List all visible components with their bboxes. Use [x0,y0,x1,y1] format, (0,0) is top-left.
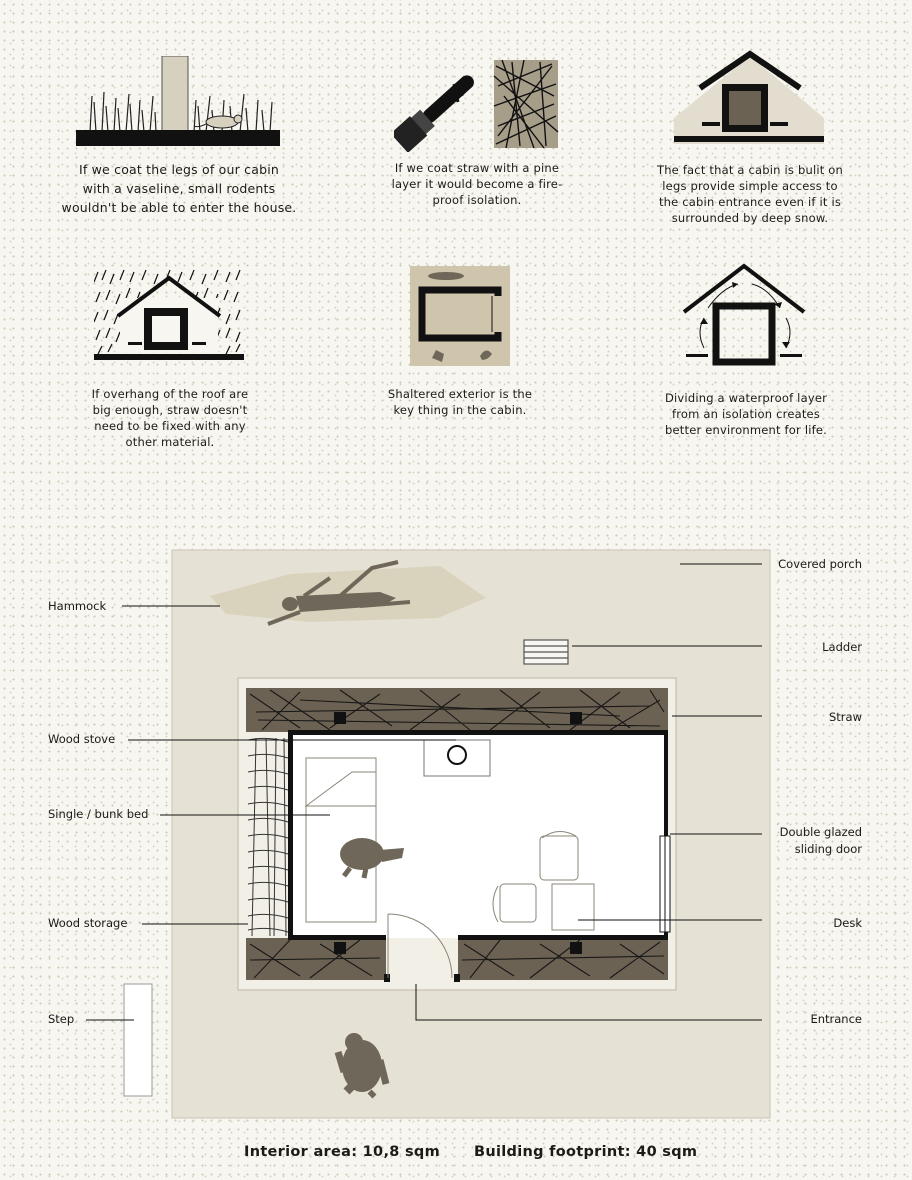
ladder-symbol [524,640,568,664]
label-step: Step [48,1012,75,1026]
label-straw: Straw [829,710,862,724]
step [124,984,152,1096]
label-desk: Desk [833,916,862,930]
tip-sheltered-caption: Shaltered exterior is the key thing in the cabin. [387,387,533,417]
label-entrance: Entrance [810,1012,862,1026]
label-sliding-door: Double glazed sliding door [779,825,862,856]
label-bed: Single / bunk bed [48,807,149,821]
label-wood-stove: Wood stove [48,732,116,746]
building-footprint-text: Building footprint: 40 sqm [474,1144,698,1160]
label-wood-storage: Wood storage [48,916,128,930]
tip-straw-caption: If we coat straw with a pine layer it would become a fire- proof isolation. [391,161,563,207]
interior-area-text: Interior area: 10,8 sqm [244,1144,441,1160]
label-hammock: Hammock [48,599,107,613]
tip-snow-caption: The fact that a cabin is bulit on legs provide simple access to the cabin entrance even if it is surrounded by deep snow. [656,163,844,225]
label-ladder: Ladder [822,640,862,654]
tip-rodent-caption: If we coat the legs of our cabin with a vaseline, small rodents wouldn't be able to enter the house. [61,162,297,215]
tip-ventilation-caption: Dividing a waterproof layer from an isolation creates better environment for life. [664,391,828,437]
tip-overhang-caption: If overhang of the roof are big enough, straw doesn't need to be fixed with any other material. [91,387,249,449]
sliding-door [660,836,670,932]
label-covered-porch: Covered porch [778,557,862,571]
